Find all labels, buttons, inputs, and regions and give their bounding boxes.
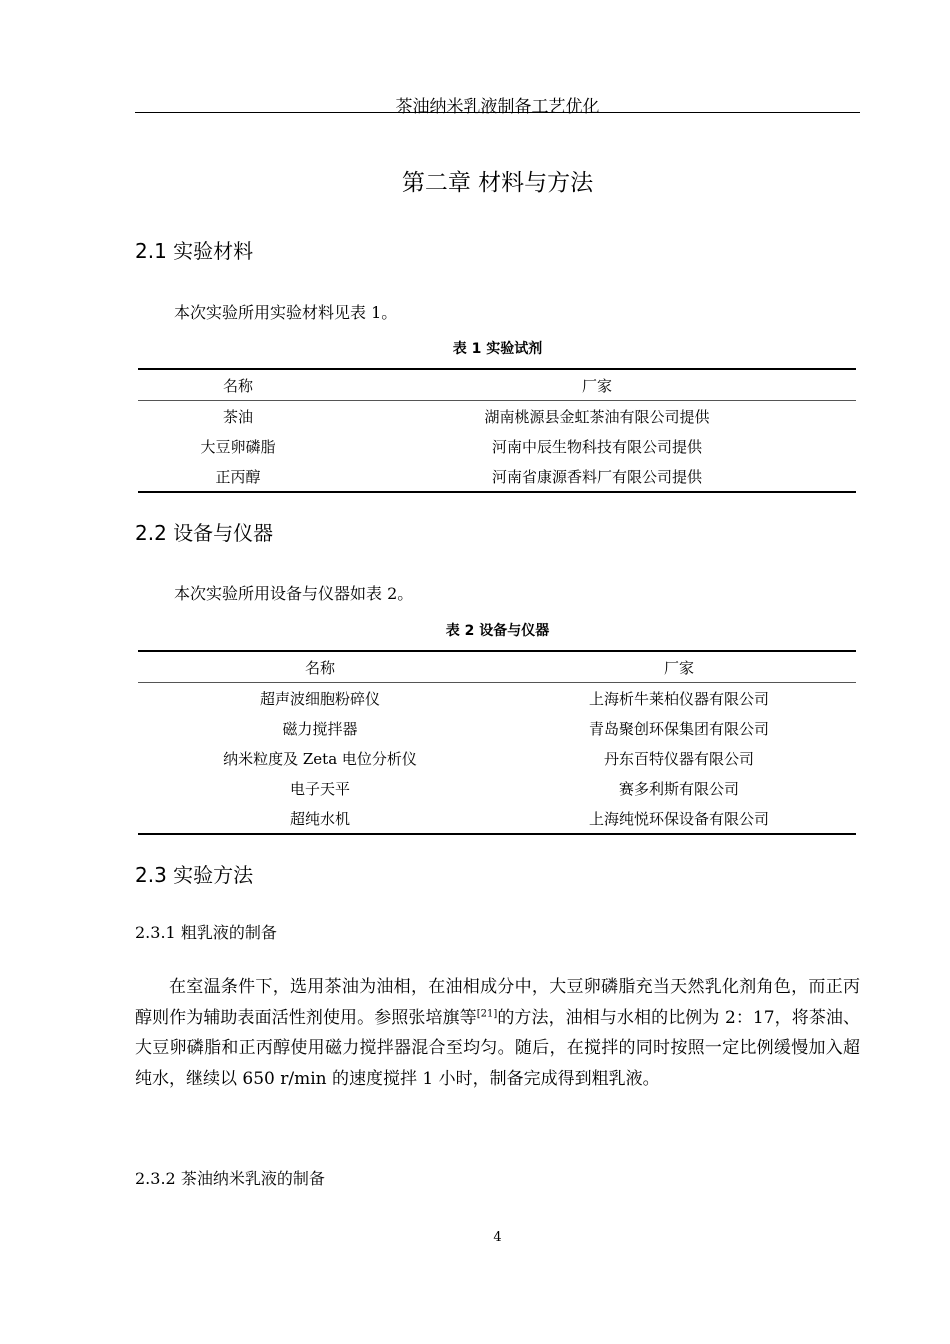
- table-header-cell: 名称: [138, 651, 502, 683]
- table-cell: 上海纯悦环保设备有限公司: [502, 803, 856, 834]
- section-2-2-intro: 本次实验所用设备与仪器如表 2。: [174, 584, 414, 603]
- table-cell: 河南中辰生物科技有限公司提供: [491, 437, 702, 456]
- table-cell: 电子天平: [289, 779, 350, 798]
- table-row: [138, 401, 856, 432]
- table-header-cell: 厂家: [502, 651, 856, 683]
- table-row: [138, 773, 856, 803]
- table-2-caption: 表 2 设备与仪器: [445, 623, 550, 639]
- table-1: [138, 368, 856, 493]
- table-row: [138, 683, 856, 714]
- table-cell: 青岛聚创环保集团有限公司: [588, 719, 769, 738]
- subsection-number: 2.3.2: [135, 1169, 176, 1188]
- table-cell: 茶油: [222, 407, 253, 426]
- table-cell: 磁力搅拌器: [282, 719, 358, 738]
- table-row: [138, 743, 856, 773]
- table-cell: 上海析牛莱柏仪器有限公司: [588, 689, 769, 708]
- table-cell: 湖南桃源县金虹茶油有限公司提供: [484, 407, 710, 426]
- table-2: [138, 650, 856, 835]
- paragraph-text: 在室温条件下，选用茶油为油相，在油相成分中，大豆卵磷脂充当天然乳化剂角色，而正丙醇则作为辅助表面活性剂使用。参照张培旗等: [135, 977, 860, 1028]
- table-header-cell: 厂家: [338, 369, 856, 401]
- table-cell: 赛多利斯有限公司: [618, 779, 739, 798]
- table-row: [138, 431, 856, 461]
- table-row: [138, 803, 856, 834]
- section-heading-2-1: 2.1 实验材料: [135, 239, 254, 263]
- table-cell: 超纯水机: [138, 803, 502, 834]
- table-header-row: [138, 369, 856, 401]
- table-header-row: [138, 651, 856, 683]
- subsection-number: 2.3.1: [135, 923, 176, 942]
- section-heading-2-2: 2.2 设备与仪器: [135, 521, 274, 545]
- subsection-heading-2-3-2: [135, 1166, 325, 1189]
- citation-ref: [21]: [476, 1007, 498, 1019]
- subsection-heading-2-3-1: [135, 920, 277, 943]
- table-cell: 丹东百特仪器有限公司: [603, 749, 754, 768]
- page-header-title: 茶油纳米乳液制备工艺优化: [395, 97, 600, 117]
- chapter-title: 第二章 材料与方法: [401, 170, 594, 196]
- table-cell: 正丙醇: [138, 461, 338, 492]
- table-cell: 纳米粒度及 Zeta 电位分析仪: [223, 749, 417, 768]
- header-divider: [135, 112, 860, 113]
- page-number: 4: [493, 1230, 502, 1245]
- table-cell: 超声波细胞粉碎仪: [259, 689, 380, 708]
- subsection-title: 粗乳液的制备: [180, 923, 277, 942]
- table-cell: 大豆卵磷脂: [200, 437, 276, 456]
- table-row: [138, 461, 856, 492]
- section-heading-2-3: 2.3 实验方法: [135, 863, 254, 887]
- paragraph-text: 的方法，油相与水相的比例为 2：17，将茶油、大豆卵磷脂和正丙醇使用磁力搅拌器混合至均匀。随后，在搅拌的同时按照一定比例缓慢加入超纯水，继续以 650 r/min 的速度搅拌 1 小时，制备完成得到粗乳液。: [135, 1007, 860, 1089]
- body-paragraph: [135, 972, 860, 1094]
- section-2-1-intro: 本次实验所用实验材料见表 1。: [174, 303, 398, 322]
- table-row: [138, 713, 856, 743]
- table-cell: 河南省康源香料厂有限公司提供: [338, 461, 856, 492]
- subsection-title: 茶油纳米乳液的制备: [180, 1169, 325, 1188]
- table-header-cell: 名称: [138, 369, 338, 401]
- table-1-caption: 表 1 实验试剂: [452, 341, 543, 357]
